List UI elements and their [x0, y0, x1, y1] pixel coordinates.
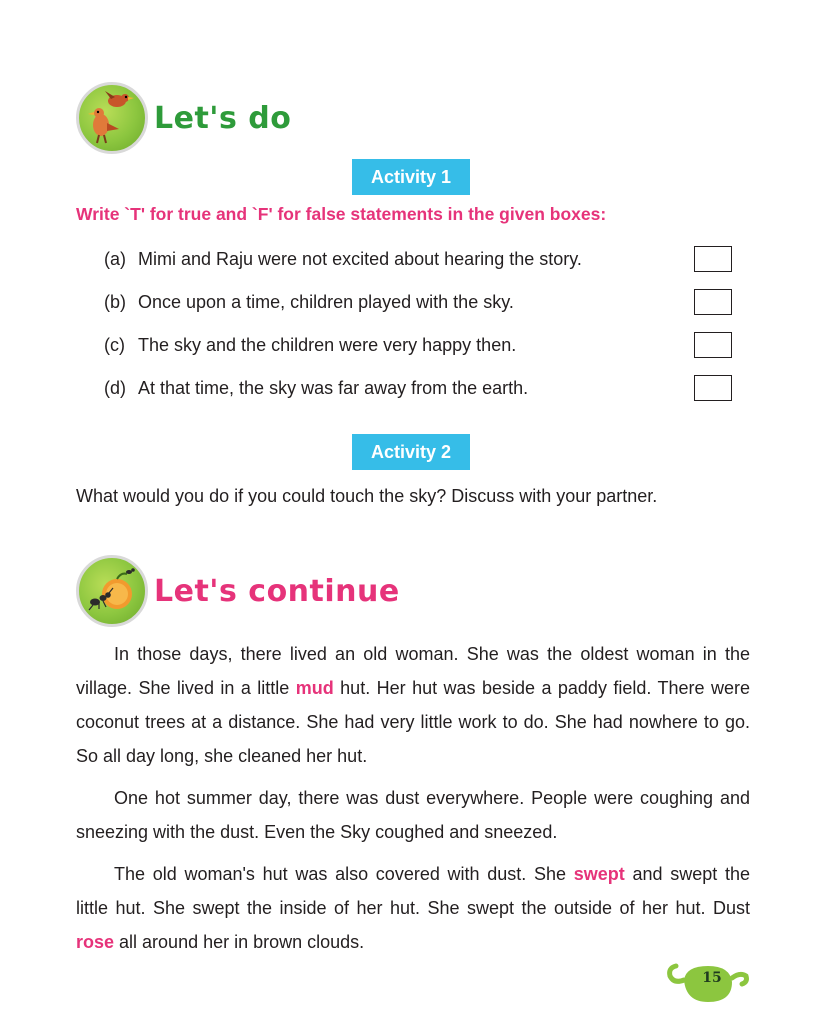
story-text-run: and swept the little hut. She swept the inside of her hut. She swept the outside of her hut. Dust [76, 864, 750, 918]
statement-text: Once upon a time, children played with the sky. [138, 292, 514, 312]
story-text [76, 637, 750, 967]
lets-do-header [76, 82, 291, 154]
statement-item [104, 367, 732, 410]
statement-letter: (a) [104, 249, 126, 269]
story-text-run: all around her in brown clouds. [114, 932, 365, 952]
activity-1-label: Activity 1 [370, 166, 452, 187]
story-paragraph-3 [76, 857, 750, 959]
story-text-run: The old woman's hut was also covered with dust. She [114, 864, 574, 884]
activity-1-tab [352, 159, 470, 195]
page-number: 15 [702, 970, 722, 986]
ant-orange-emblem-icon [76, 555, 148, 627]
activity-1-instruction: Write `T' for true and `F' for false statements in the given boxes: [76, 204, 607, 224]
vocab-word-rose: rose [76, 932, 115, 952]
answer-box-d[interactable] [694, 375, 732, 401]
answer-box-c[interactable] [694, 332, 732, 358]
statement-letter: (b) [104, 292, 126, 312]
lets-continue-title: Let's continue [154, 573, 400, 609]
vocab-word-mud: mud [295, 678, 334, 698]
statement-item [104, 238, 732, 281]
activity-2-label: Activity 2 [370, 441, 452, 462]
statement-letter: (d) [104, 378, 126, 398]
statement-list [104, 238, 732, 410]
statement-text: At that time, the sky was far away from the earth. [138, 378, 529, 398]
activity-2-tab [352, 434, 470, 470]
answer-box-a[interactable] [694, 246, 732, 272]
activity-2-question: What would you do if you could touch the sky? Discuss with your partner. [76, 486, 658, 506]
vocab-word-swept: swept [573, 864, 625, 884]
statement-letter: (c) [104, 335, 125, 355]
story-paragraph-1 [76, 637, 750, 773]
statement-item [104, 324, 732, 367]
statement-item [104, 281, 732, 324]
answer-box-b[interactable] [694, 289, 732, 315]
birds-emblem-icon [76, 82, 148, 154]
statement-text: Mimi and Raju were not excited about hearing the story. [138, 249, 582, 269]
story-text-run: In those days, there lived an old woman. She was the oldest woman in the village. She lived in a little [76, 644, 750, 698]
statement-text: The sky and the children were very happy then. [138, 335, 517, 355]
story-text-run: hut. Her hut was beside a paddy field. There were coconut trees at a distance. She had very little work to do. She had nowhere to go. So all day long, she cleaned her hut. [76, 678, 750, 766]
story-paragraph-2: One hot summer day, there was dust everywhere. People were coughing and sneezing with the dust. Even the Sky coughed and sneezed. [76, 788, 750, 842]
lets-do-title: Let's do [154, 100, 292, 136]
lets-continue-header [76, 555, 400, 627]
